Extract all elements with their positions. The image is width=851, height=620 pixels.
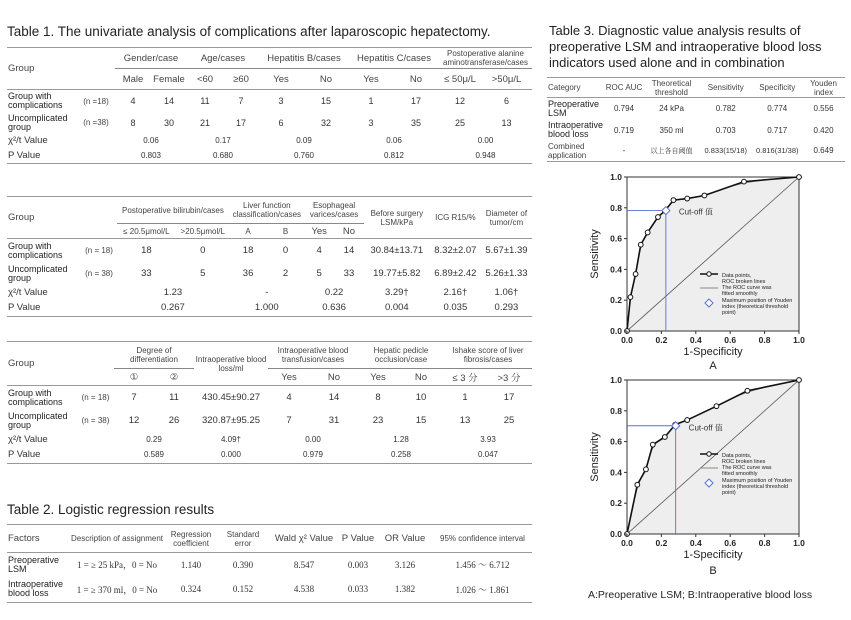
cell: 0 (176, 239, 229, 263)
legend-text: ROC broken lines (722, 459, 766, 465)
p-value: 0.589 (114, 447, 194, 464)
subheader: Yes (273, 73, 289, 85)
cell: 0.649 (802, 141, 845, 162)
cell: 13 (459, 415, 471, 426)
p-value: 0.636 (304, 300, 364, 317)
p-value: 0.948 (439, 148, 532, 164)
row-n: (n =18) (77, 90, 115, 113)
chi-label: χ²/t Value (8, 134, 48, 146)
legend-point (707, 452, 711, 456)
cell: 5.67±1.39 (481, 239, 532, 263)
subheader: Male (122, 73, 144, 85)
p-value: 0.004 (364, 300, 430, 317)
p-value: 0.267 (117, 300, 230, 317)
cell: 350 ml (659, 125, 684, 135)
cell: 33 (141, 268, 152, 279)
cell: 0.794 (604, 98, 644, 120)
chi-value: 1.28 (393, 434, 409, 444)
assignment-header: Description of assignment (69, 525, 165, 553)
cell: 2 (282, 268, 289, 279)
chi-value: 1.06† (494, 286, 519, 298)
data-point (645, 230, 650, 235)
legend-text: Maximum position of Youden (722, 478, 793, 484)
subheader: <60 (196, 73, 214, 85)
p-value: 0.047 (444, 447, 532, 464)
y-tick-label: 0.0 (610, 529, 622, 539)
legend-text: point) (722, 310, 736, 316)
subheader: ≤ 3 分 (452, 373, 478, 384)
y-axis-label: Sensitivity (589, 229, 601, 279)
y-axis-label: Sensitivity (589, 432, 601, 482)
cell: 25 (454, 117, 465, 128)
subheader: >50μ/L (491, 73, 522, 85)
blood-loss-header: Intraoperative blood loss/ml (194, 342, 268, 386)
x-tick-label: 0.8 (758, 538, 771, 548)
cell: 11 (154, 386, 194, 410)
subheader: No (342, 225, 356, 237)
x-tick-label: 1.0 (793, 335, 805, 345)
row-n: (n =38) (83, 118, 109, 127)
chi-value: 0.29 (146, 434, 162, 444)
table1-caption: Table 1. The univariate analysis of complications after laparoscopic hepatectomy. (7, 24, 491, 39)
cell: 3 (368, 117, 374, 128)
p-value: 0.812 (349, 148, 439, 164)
cell: 8.547 (269, 553, 339, 577)
data-point (656, 215, 661, 220)
chi-value: 2.16† (443, 286, 468, 298)
bilirubin-header: Postoperative bilirubin/cases (117, 197, 230, 224)
chi-value: 0.17 (215, 135, 231, 145)
chi-value: - (265, 286, 269, 298)
legend-text: Data points, (722, 273, 752, 279)
cell: 19.77±5.82 (373, 268, 421, 279)
chi-value: 0.00 (305, 434, 321, 444)
subheader: ≤ 20.5μmol/L (123, 226, 170, 236)
cell: 8.32±2.07 (430, 239, 481, 263)
cell: 30 (163, 117, 174, 128)
cell: 0.556 (802, 98, 845, 120)
x-tick-label: 0.8 (758, 335, 771, 345)
cell: 1 = ≥ 25 kPa，0 = No (69, 553, 165, 577)
x-tick-label: 0.0 (621, 335, 633, 345)
cell: 0.782 (699, 98, 752, 120)
legend-text: index (theoretical threshold (722, 304, 789, 310)
hepatitis-b-header: Hepatitis B/cases (259, 48, 349, 69)
cell: 0.703 (715, 125, 736, 135)
data-point (685, 196, 690, 201)
cell: 0.816(31/38) (752, 141, 802, 162)
p-header: P Value (339, 525, 377, 553)
cell: 4 (115, 90, 151, 113)
chi-value: 0.22 (324, 286, 344, 298)
cell: 4 (304, 239, 334, 263)
cell: 25 (503, 415, 515, 426)
cell: 0 (267, 239, 304, 263)
legend-text: ROC broken lines (722, 279, 766, 285)
cell: 21 (199, 117, 210, 128)
cell: 6.89±2.42 (434, 268, 477, 279)
x-axis-label: 1-Specificity (683, 549, 743, 561)
cell: 18 (117, 239, 177, 263)
y-tick-label: 1.0 (610, 172, 622, 182)
data-point (797, 175, 802, 180)
cell: 0.033 (339, 577, 377, 603)
subheader: ② (169, 371, 179, 383)
subheader: No (414, 371, 428, 383)
chi-value: 0.06 (386, 135, 402, 145)
p-value: 0.000 (194, 447, 268, 464)
cell: 1 = ≥ 370 ml，0 = No (69, 577, 165, 603)
cell: 8 (130, 117, 136, 128)
legend-point (707, 272, 711, 276)
row-label: Preoperative LSM (7, 553, 69, 577)
row-n: (n = 18) (77, 386, 114, 410)
x-tick-label: 0.0 (621, 538, 633, 548)
subheader: Yes (311, 225, 327, 237)
cutoff-label: Cut-off 值 (678, 207, 713, 217)
differentiation-header: Degree of differentiation (114, 342, 194, 369)
cell: 0.774 (752, 98, 802, 120)
liver-function-header: Liver function classification/cases (229, 197, 304, 224)
x-tick-label: 1.0 (793, 538, 805, 548)
y-tick-label: 0.4 (610, 467, 622, 478)
cutoff-label: Cut-off 值 (688, 423, 723, 433)
cell: 30.84±13.71 (364, 239, 430, 263)
data-point (638, 242, 643, 247)
y-tick-label: 0.4 (610, 264, 622, 275)
group-header: Group (7, 48, 115, 90)
alt-header: Postoperative alanine aminotransferase/cases (439, 48, 532, 69)
chi-value: 4.09† (220, 434, 242, 444)
lsm-header: Before surgery LSM/kPa (364, 197, 430, 239)
y-tick-label: 0.6 (610, 233, 622, 244)
cell: 3.126 (377, 553, 433, 577)
chi-label: χ²/t Value (8, 286, 48, 298)
row-label: Uncomplicated group (8, 112, 68, 132)
p-value: 0.803 (115, 148, 187, 164)
x-tick-label: 0.4 (689, 538, 702, 548)
cell: 0.420 (813, 125, 834, 135)
cell: 7 (286, 415, 292, 426)
x-axis-label: 1-Specificity (683, 346, 743, 358)
legend-text: index (theoretical threshold (722, 484, 789, 490)
subheader: Yes (370, 371, 386, 383)
cell: 26 (168, 415, 180, 426)
cell: 1.456 ～ 6.712 (433, 553, 532, 577)
legend-text: fitted smoothly (722, 471, 758, 477)
p-value: 1.000 (229, 300, 304, 317)
cell: 0.324 (165, 577, 217, 603)
subheader: >3 分 (497, 373, 521, 384)
cell: 35 (410, 117, 421, 128)
group-header: Group (7, 342, 114, 386)
youden-header: Youden index (802, 78, 845, 98)
cell: 32 (320, 117, 331, 128)
row-label: Group with complications (7, 90, 77, 113)
cell: 4 (268, 386, 310, 410)
group-header: Group (7, 197, 117, 239)
pedicle-occlusion-header: Hepatic pedicle occlusion/case (358, 342, 444, 369)
y-tick-label: 0.2 (610, 295, 622, 306)
p-value: 0.293 (481, 300, 532, 317)
cell: 5 (316, 268, 322, 279)
subheader: B (282, 226, 289, 236)
panel-label: B (709, 565, 717, 577)
standard-error-header: Standard error (217, 525, 269, 553)
ishake-header: Ishake score of liver fibrosis/cases (444, 342, 532, 369)
legend-text: fitted smoothly (722, 291, 758, 297)
cell: 36 (242, 268, 254, 279)
row-label: Preoperative LSM (547, 98, 604, 120)
data-point (742, 179, 747, 184)
factors-header: Factors (7, 525, 69, 553)
cell: 33 (343, 268, 355, 279)
cell: 0.390 (217, 553, 269, 577)
y-tick-label: 1.0 (610, 375, 622, 385)
cell: 15 (415, 415, 427, 426)
table3-caption: Table 3. Diagnostic value analysis results of preoperative LSM and intraoperative blood loss indicators used alone and in combination (549, 23, 822, 70)
esophageal-header: Esophageal varices/cases (304, 197, 364, 224)
y-tick-label: 0.8 (610, 405, 622, 416)
y-tick-label: 0.6 (610, 436, 622, 447)
cell: 5.26±1.33 (485, 268, 528, 279)
data-point (635, 482, 640, 487)
y-tick-label: 0.8 (610, 202, 622, 213)
cell: 6 (278, 117, 284, 128)
cell: 6 (481, 90, 532, 113)
subheader: Yes (363, 73, 379, 85)
row-label: Uncomplicated group (8, 263, 68, 283)
data-point (650, 442, 655, 447)
row-label: Combined application (547, 141, 604, 162)
coefficient-header: Regression coefficient (165, 525, 217, 553)
cell: 1 (349, 90, 393, 113)
cell: 18 (229, 239, 266, 263)
age-header: Age/cases (187, 48, 259, 69)
cell: 15 (303, 90, 349, 113)
x-tick-label: 0.4 (689, 335, 702, 345)
x-tick-label: 0.6 (724, 335, 737, 345)
threshold-header: Theoretical threshold (644, 78, 699, 98)
cell: 430.45±90.27 (194, 386, 268, 410)
cell: 1.026 ～ 1.861 (433, 577, 532, 603)
y-tick-label: 0.0 (610, 326, 622, 336)
p-value: 0.680 (187, 148, 259, 164)
legend-text: Data points, (722, 453, 752, 459)
data-point (685, 418, 690, 423)
cell: 10 (398, 386, 444, 410)
chi-value: 3.29† (384, 286, 409, 298)
category-header: Category (547, 78, 604, 98)
data-point (644, 467, 649, 472)
data-point (628, 295, 633, 300)
cell: 17 (235, 117, 246, 128)
cell: 24 kPa (644, 98, 699, 120)
sensitivity-header: Sensitivity (699, 78, 752, 98)
cell: 1.140 (165, 553, 217, 577)
panel-label: A (709, 360, 717, 372)
row-n: (n = 18) (81, 239, 116, 263)
subheader: ≤ 50μ/L (444, 73, 476, 85)
subheader: Yes (281, 371, 297, 383)
gender-header: Gender/case (115, 48, 187, 69)
subheader: No (409, 73, 423, 85)
cell: 3 (259, 90, 303, 113)
transfusion-header: Intraoperative blood transfusion/cases (268, 342, 358, 369)
row-label: Uncomplicated group (8, 410, 68, 430)
specificity-header: Specificity (752, 78, 802, 98)
row-label: Group with complications (7, 386, 77, 410)
x-tick-label: 0.2 (655, 335, 668, 345)
subheader: >20.5μmol/L (180, 226, 225, 236)
cell: 31 (328, 415, 340, 426)
cell: 17 (393, 90, 439, 113)
data-point (702, 193, 707, 198)
data-point (797, 378, 802, 383)
y-tick-label: 0.2 (610, 498, 622, 509)
legend-text: The ROC curve was (722, 285, 772, 291)
cell: 12 (128, 415, 140, 426)
subheader: ≥60 (233, 73, 249, 85)
chi-value: 1.23 (163, 286, 183, 298)
data-point (633, 272, 638, 277)
figure-caption: A:Preoperative LSM; B:Intraoperative blood loss (588, 589, 813, 601)
cell: 4.538 (269, 577, 339, 603)
p-value: 0.760 (259, 148, 349, 164)
subheader: No (327, 371, 341, 383)
wald-header: Wald χ² Value (269, 525, 339, 553)
subheader: ① (129, 371, 139, 383)
row-label: Group with complications (7, 239, 81, 263)
legend-text: Maximum position of Youden (722, 298, 793, 304)
p-label: P Value (7, 300, 117, 317)
cell: 23 (372, 415, 384, 426)
legend-text: The ROC curve was (722, 465, 772, 471)
cell: 5 (200, 268, 206, 279)
cell: 0.833(15/18) (699, 141, 752, 162)
subheader: Female (153, 73, 185, 85)
cell: 8 (358, 386, 398, 410)
ci-header: 95% confidence interval (433, 525, 532, 553)
cell: 12 (439, 90, 481, 113)
subheader: No (319, 73, 333, 85)
row-n: (n = 38) (85, 269, 113, 278)
hepatitis-c-header: Hepatitis C/cases (349, 48, 439, 69)
cell: 320.87±95.25 (201, 415, 261, 426)
cell: 7 (223, 90, 259, 113)
p-label: P Value (7, 447, 114, 464)
p-label: P Value (7, 148, 115, 164)
cell: 0.719 (613, 125, 634, 135)
chi-value: 0.06 (143, 135, 159, 145)
table2-caption: Table 2. Logistic regression results (7, 502, 215, 517)
cell: 1.382 (377, 577, 433, 603)
chi-value: 0.00 (477, 135, 494, 145)
cell: 13 (501, 117, 512, 128)
data-point (714, 404, 719, 409)
diameter-header: Diameter of tumor/cm (481, 197, 532, 239)
cell: 7 (114, 386, 154, 410)
row-label: Intraoperative blood loss (7, 577, 69, 603)
legend-text: point) (722, 490, 736, 496)
cell: 14 (151, 90, 187, 113)
subheader: A (245, 226, 251, 236)
cell: 1 (444, 386, 486, 410)
row-label: Intraoperative blood loss (548, 120, 604, 139)
icg-header: ICG R15/% (430, 197, 481, 239)
row-n: (n = 38) (81, 416, 110, 425)
cell: 17 (486, 386, 532, 410)
or-header: OR Value (377, 525, 433, 553)
auc-header: ROC AUC (604, 78, 644, 98)
p-value: 0.258 (358, 447, 444, 464)
p-value: 0.035 (430, 300, 481, 317)
data-point (662, 435, 667, 440)
chi-label: χ²/t Value (8, 433, 48, 445)
cell: 11 (187, 90, 223, 113)
x-tick-label: 0.2 (655, 538, 668, 548)
cell: 以上各自阈值 (644, 141, 699, 162)
cell: - (604, 141, 644, 162)
cell: 14 (310, 386, 358, 410)
cell: 0.003 (339, 553, 377, 577)
data-point (671, 198, 676, 203)
cell: 0.717 (767, 125, 788, 135)
chi-value: 3.93 (480, 434, 496, 444)
cell: 0.152 (217, 577, 269, 603)
p-value: 0.979 (268, 447, 358, 464)
x-tick-label: 0.6 (724, 538, 737, 548)
chi-value: 0.09 (296, 135, 312, 145)
data-point (745, 388, 750, 393)
cell: 14 (334, 239, 364, 263)
